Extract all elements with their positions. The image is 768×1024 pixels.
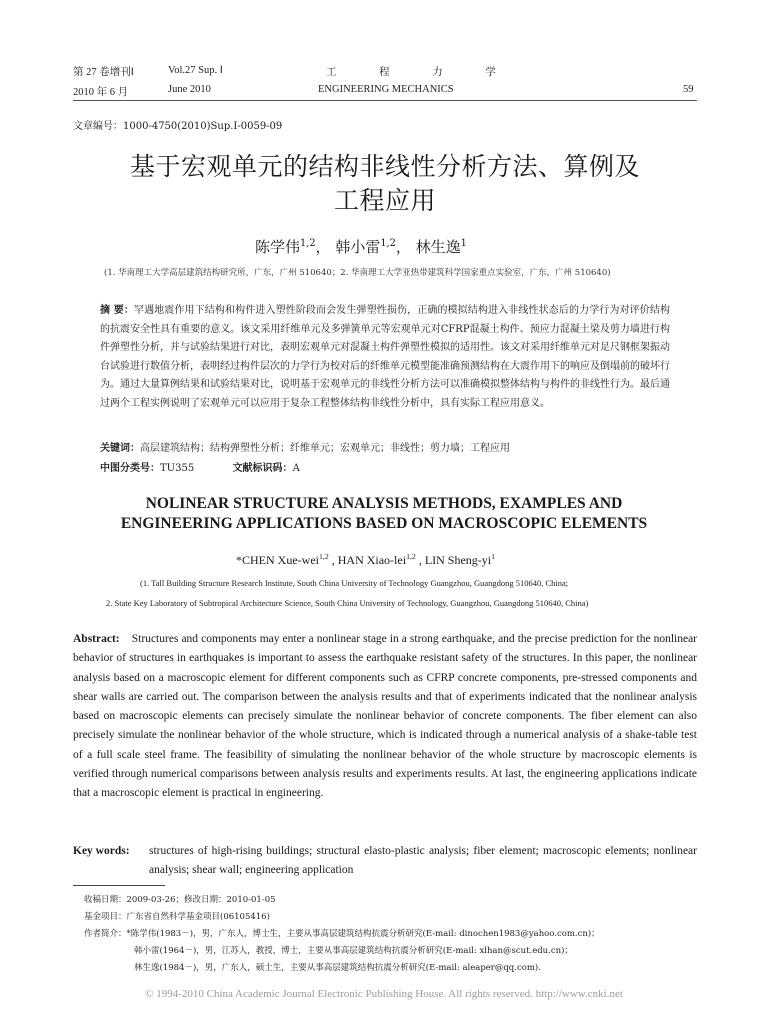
author-en-1-affil: 1,2 <box>318 552 329 561</box>
doc-code-label: 文献标识码： <box>232 463 293 474</box>
author-cn-1-affil: 1,2 <box>300 238 316 249</box>
footnote-author-3: 林生逸(1984－)，男，广东人，硕士生，主要从事高层建筑结构抗震分析研究(E-mail: aleaper@qq.com). <box>134 963 541 973</box>
abstract-en-text: Structures and components may enter a nonlinear stage in a strong earthquake, and the precise prediction for the nonlinear behavior of structures in earthquakes is important to assess the earthquake resistant safety of the structures. In this paper, the nonlinear analysis based on a macroscopic element for different components such as CFRP concrete components, pre-stressed components and shear walls are carried out. The comparison between the analysis results and that of experiments indicated that the nonlinear analysis based on macroscopic elements can precisely simulate the nonlinear behavior of concrete components. The fiber element can also precisely simulate the nonlinear behavior of the whole structure, which is indicated through a numerical analysis of a shake-table test of a full scale steel frame. The feasibility of simulating the nonlinear behavior of the whole structure by macroscopic elements is verified through numerical comparisons between analysis results and experiments results. At last, the engineering applications indicate that a macroscopic element is practical in engineering. <box>73 633 698 800</box>
author-en-3: , LIN Sheng-yi <box>415 553 492 567</box>
footnote-received: 收稿日期：2009-03-26；修改日期：2010-01-05 <box>84 895 276 905</box>
author-en-1: *CHEN Xue-wei <box>236 553 319 567</box>
keywords-en-label: Key words: <box>73 845 130 857</box>
footnote-rule <box>73 885 165 886</box>
title-cn-line1: 基于宏观单元的结构非线性分析方法、算例及 <box>129 152 640 181</box>
abstract-cn-label: 摘 要： <box>100 305 134 316</box>
header-rule <box>73 100 697 101</box>
classification-value: TU355 <box>160 463 195 474</box>
keywords-cn-label: 关键词： <box>100 443 140 454</box>
footnote-author-2: 韩小雷(1964－)，男，江苏人，教授，博士，主要从事高层建筑结构抗震分析研究(E-mail: xlhan@scut.edu.cn)； <box>134 946 573 956</box>
header-volume-en: Vol.27 Sup. Ⅰ <box>168 65 223 76</box>
authors-en <box>236 552 495 568</box>
abstract-cn <box>100 302 670 413</box>
header-journal-cn: 工 程 力 学 <box>326 67 516 78</box>
title-en-line1: NOLINEAR STRUCTURE ANALYSIS METHODS, EXAMPLES AND <box>145 495 623 512</box>
author-en-2-affil: 1,2 <box>406 552 416 561</box>
header-journal-en: ENGINEERING MECHANICS <box>318 84 454 95</box>
keywords-cn <box>100 439 510 454</box>
header-date-en: June 2010 <box>168 84 211 95</box>
footnote-fund: 基金项目：广东省自然科学基金项目(06105416) <box>84 912 270 922</box>
author-cn-2-affil: 1,2 <box>380 238 396 249</box>
abstract-en-label: Abstract: <box>73 633 120 645</box>
header-page-number: 59 <box>683 84 694 95</box>
footnote-author-1-text: *陈学伟(1983－)，男，广东人，博士生，主要从事高层建筑结构抗震分析研究(E-mail: dinochen1983@yahoo.com.cn)； <box>126 929 600 939</box>
abstract-cn-text: 罕遇地震作用下结构和构件进入塑性阶段而会发生弹塑性损伤，正确的模拟结构进入非线性状态后的力学行为对评价结构的抗震安全性具有重要的意义。该文采用纤维单元及多弹簧单元等宏观单元对CFRP混凝土构件、预应力混凝土梁及剪力墙进行构件弹塑性分析，并与试验结果进行对比，表明宏观单元对混凝土构件弹塑性模拟的适用性。该文对采用纤维单元对足尺钢框架振动台试验进行数值分析，表明经过构件层次的力学行为校对后的纤维单元模型能准确预测结构在大震作用下的响应及倒塌前的破坏行为。通过大量算例结果和试验结果对比，说明基于宏观单元的非线性分析方法可以准确模拟整体结构与构件的非线性行为。最后通过两个工程实例说明了宏观单元可以应用于复杂工程整体结构非线性分析中，具有实际工程应用意义。 <box>100 305 671 409</box>
author-cn-2: 韩小雷 <box>335 238 381 256</box>
classification-cn <box>100 459 300 474</box>
copyright-notice: © 1994-2010 China Academic Journal Electronic Publishing House. All rights reserved. http://www.cnki.net <box>145 988 623 1000</box>
author-cn-1: 陈学伟 <box>255 238 301 256</box>
article-number: 文章编号：1000-4750(2010)Sup.Ⅰ-0059-09 <box>73 121 283 132</box>
keywords-en-text: structures of high-rising buildings; structural elasto-plastic analysis; fiber element; macroscopic elements; nonlinear analysis; shear wall; engineering application <box>149 845 697 877</box>
doc-code-value: A <box>292 463 300 474</box>
affiliation-en-line2: 2. State Key Laboratory of Subtropical Architecture Science, South China University of Technology, Guangzhou, Guangdong 510640, China) <box>106 598 589 608</box>
authors-cn: 陈学伟$^{1,2}$， 韩小雷$^{1,2}$， 林生逸$^1$ <box>255 238 467 256</box>
header-issue-cn: 第 27 卷增刊Ⅰ <box>73 67 134 78</box>
keywords-en <box>73 842 697 881</box>
classification-label: 中图分类号： <box>100 463 160 474</box>
author-en-2: , HAN Xiao-lei <box>328 553 407 567</box>
abstract-en <box>73 630 697 804</box>
author-en-3-affil: 1 <box>491 552 496 561</box>
author-cn-3: 林生逸 <box>415 238 461 256</box>
footnote-author-label: 作者简介： <box>84 929 127 939</box>
title-cn-line2: 工程应用 <box>333 186 436 215</box>
affiliation-en-line1: (1. Tall Building Structure Research Institute, South China University of Technology Guangzhou, Guangdong 510640, China; <box>140 578 569 588</box>
footnote-author-1 <box>84 927 600 939</box>
affiliation-cn: (1. 华南理工大学高层建筑结构研究所，广东，广州 510640；2. 华南理工大学亚热带建筑科学国家重点实验室，广东，广州 510640) <box>104 268 611 278</box>
author-cn-3-affil: 1 <box>460 238 467 249</box>
header-date-cn: 2010 年 6 月 <box>73 87 129 98</box>
title-en-line2: ENGINEERING APPLICATIONS BASED ON MACROSCOPIC ELEMENTS <box>120 515 648 532</box>
keywords-cn-text: 高层建筑结构；结构弹塑性分析；纤维单元；宏观单元；非线性；剪力墙；工程应用 <box>140 443 510 454</box>
